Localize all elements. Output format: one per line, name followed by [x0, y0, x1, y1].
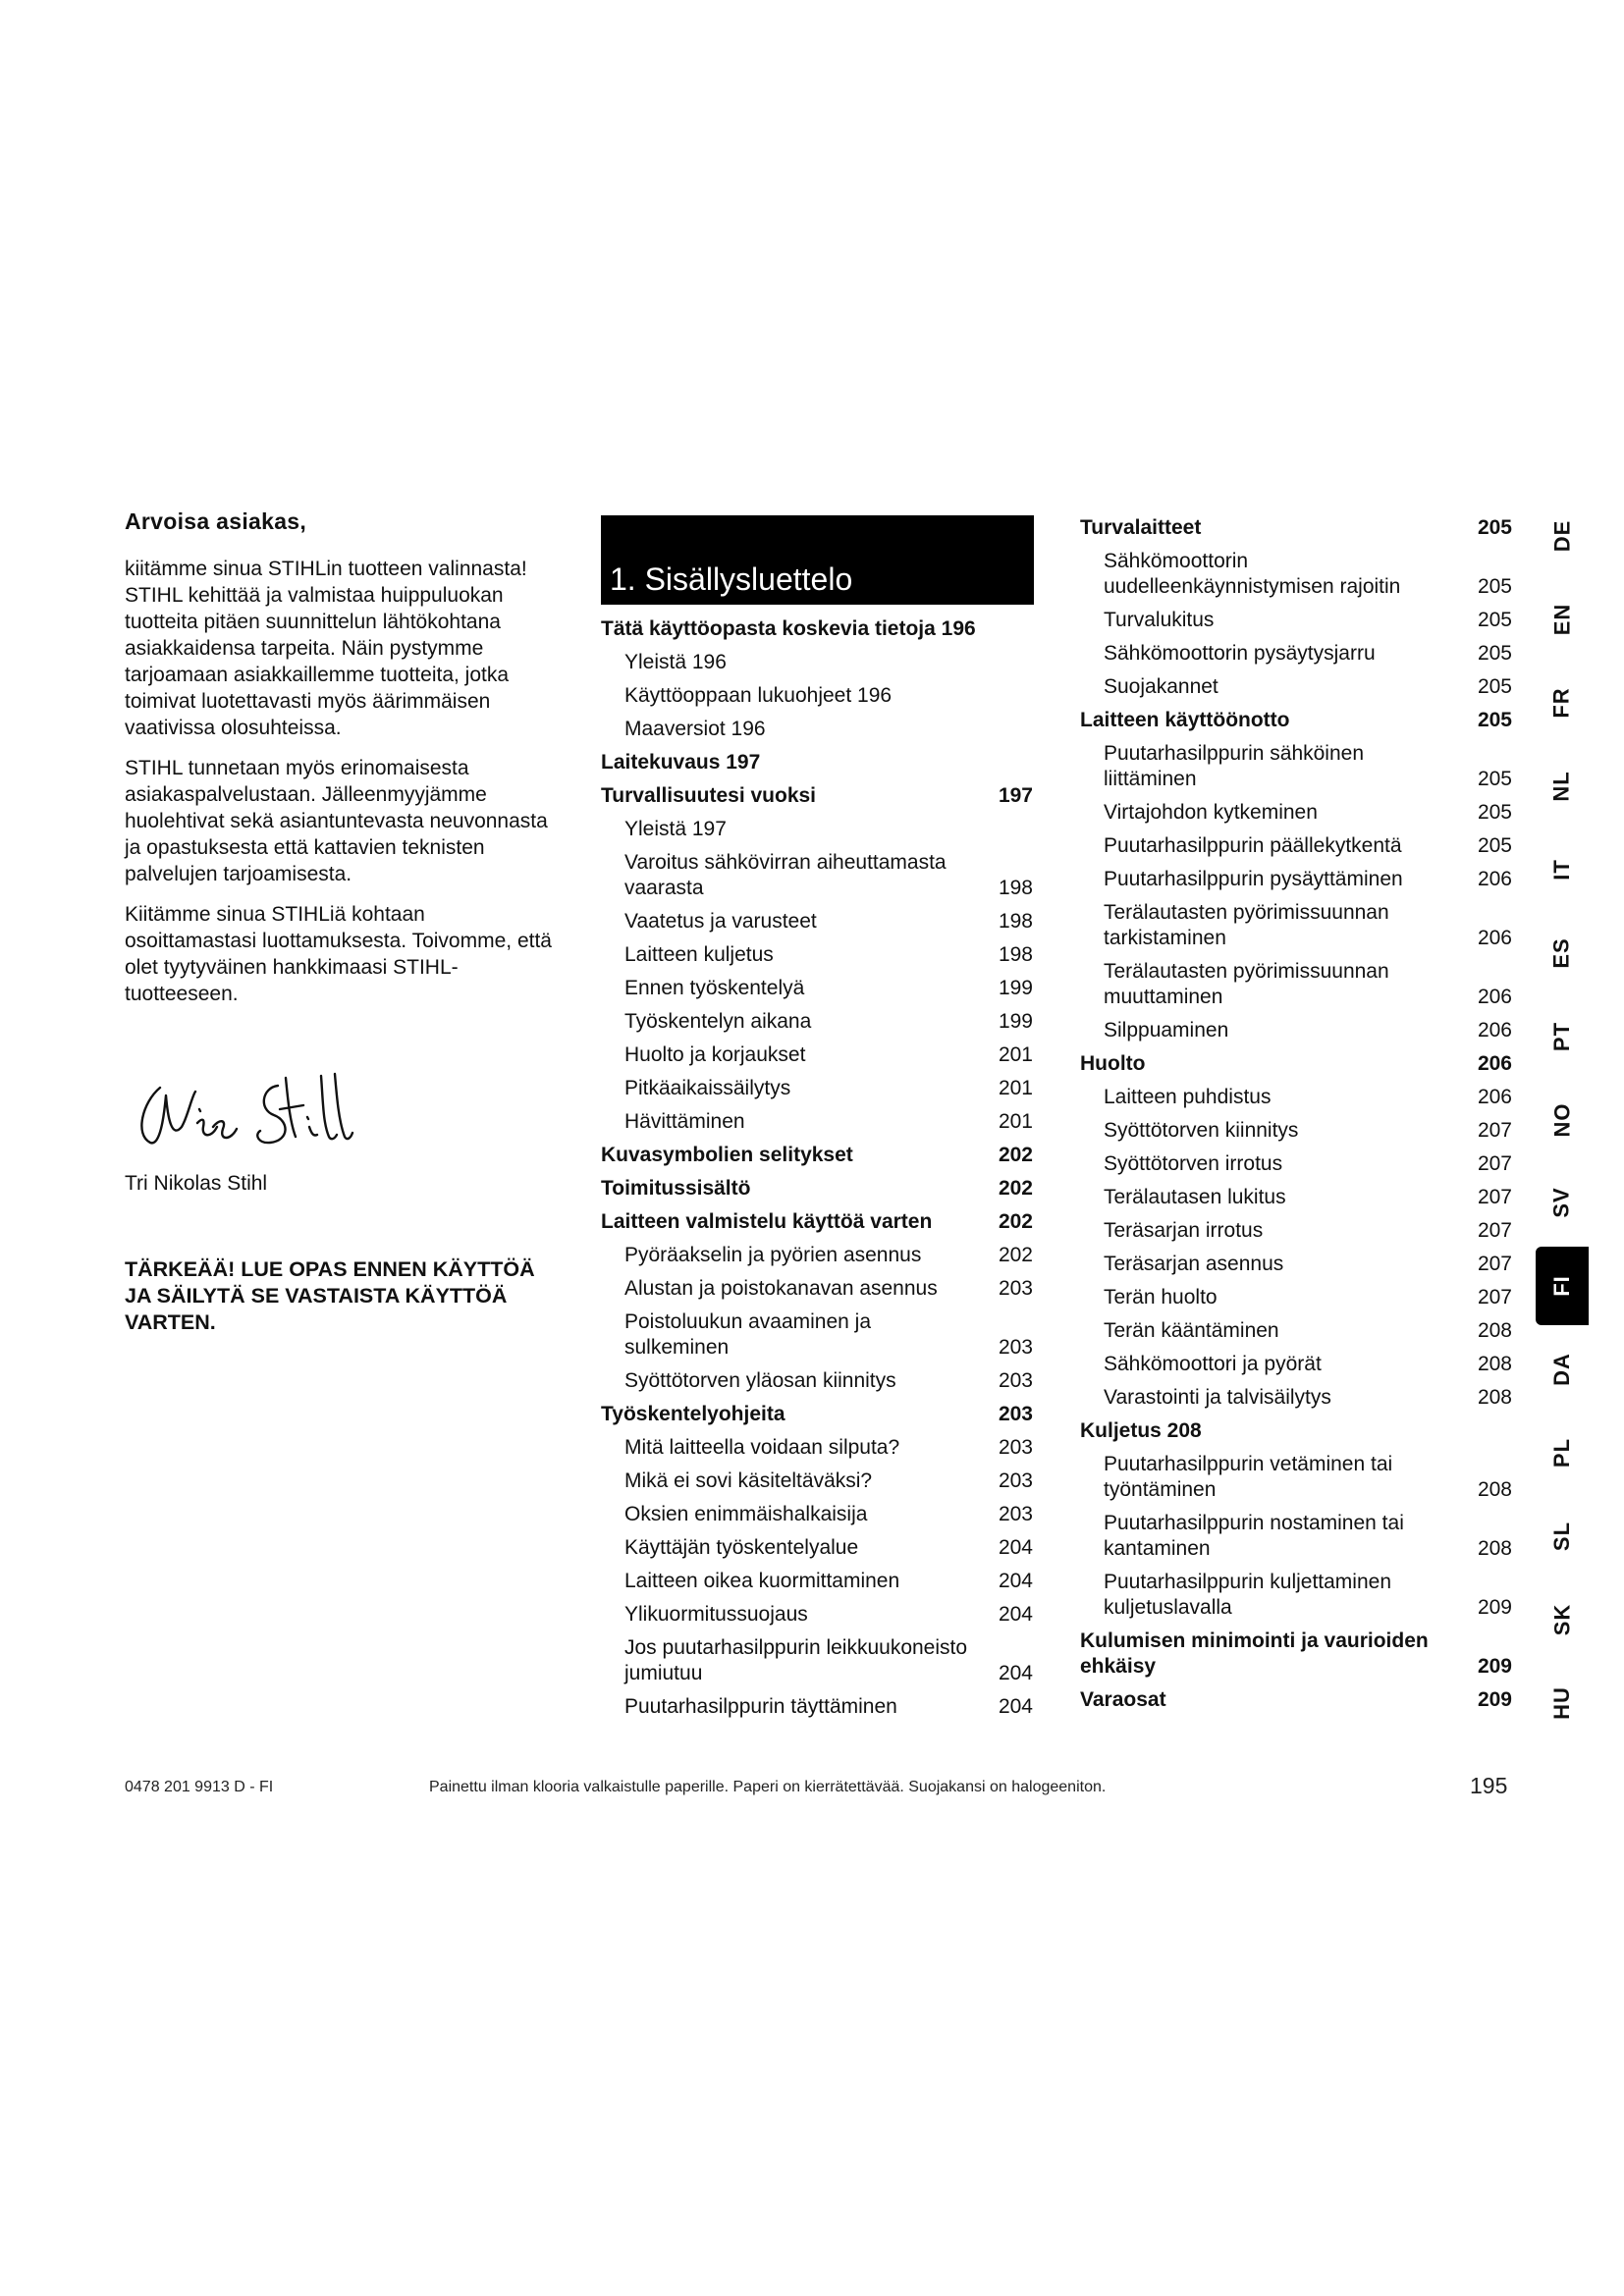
language-tab-label: HU — [1549, 1686, 1574, 1720]
language-tab-es[interactable] — [1536, 926, 1589, 981]
toc-entry-page: 207 — [1477, 1152, 1512, 1175]
toc-entry-page: 208 — [1477, 1353, 1512, 1375]
toc-entry-title: Ylikuormitussuojaus — [624, 1603, 808, 1626]
toc-entry-title: Turvallisuutesi vuoksi — [601, 784, 817, 807]
language-tab-pt[interactable] — [1536, 1009, 1589, 1064]
toc-entry-title: Varastointi ja talvisäilytys — [1104, 1386, 1331, 1409]
language-tab-label: SV — [1548, 1187, 1574, 1219]
handwritten-signature — [121, 1058, 356, 1156]
toc-entry-title: Puutarhasilppurin kuljettaminen kuljetuslavalla — [1104, 1571, 1392, 1619]
toc-subsection-entry[interactable] — [601, 1276, 1033, 1302]
toc-entry-title: Syöttötorven irrotus — [1104, 1152, 1283, 1175]
language-tab-fi[interactable] — [1536, 1247, 1589, 1325]
language-tab-sl[interactable] — [1536, 1509, 1589, 1564]
toc-entry-page: 204 — [998, 1695, 1033, 1718]
toc-entry-page: 208 — [1477, 1478, 1512, 1501]
toc-entry-page: 205 — [1477, 675, 1512, 698]
toc-entry-title: Sähkömoottorin uudelleenkäynnistymisen rajoitin — [1104, 550, 1401, 598]
toc-entry-title: Syöttötorven yläosan kiinnitys — [624, 1369, 896, 1392]
toc-section-entry[interactable] — [1080, 1629, 1512, 1680]
toc-entry-title: Pyöräakselin ja pyörien asennus — [624, 1244, 922, 1266]
toc-section-entry[interactable] — [601, 1143, 1033, 1168]
toc-entry-page: 203 — [998, 1469, 1033, 1492]
toc-entry-page: 204 — [998, 1570, 1033, 1592]
language-tab-sk[interactable] — [1536, 1592, 1589, 1647]
toc-entry-title: Teräsarjan asennus — [1104, 1253, 1284, 1275]
toc-entry-page: 199 — [998, 1010, 1033, 1033]
toc-subsection-entry[interactable] — [1080, 1385, 1512, 1411]
toc-subsection-entry[interactable] — [1080, 900, 1512, 951]
toc-entry-title: Turvalaitteet — [1080, 516, 1202, 539]
toc-entry-title: Yleistä 196 — [624, 651, 727, 673]
toc-subsection-entry[interactable] — [601, 1502, 1033, 1527]
page-number: 195 — [1470, 1773, 1508, 1798]
language-tab-label: SK — [1549, 1603, 1574, 1636]
toc-subsection-entry[interactable] — [1080, 1118, 1512, 1144]
toc-entry-page: 202 — [998, 1210, 1033, 1233]
toc-entry-title: Puutarhasilppurin nostaminen tai kantaminen — [1104, 1512, 1404, 1560]
toc-entry-title: Hävittäminen — [624, 1110, 745, 1133]
toc-entry-page: 206 — [1477, 1052, 1512, 1075]
language-tab-da[interactable] — [1536, 1342, 1589, 1397]
toc-entry-title: Silppuaminen — [1104, 1019, 1229, 1041]
toc-entry-page: 207 — [1477, 1286, 1512, 1308]
toc-subsection-entry[interactable] — [601, 942, 1033, 968]
toc-entry-title: Jos puutarhasilppurin leikkuukoneisto jumiutuu — [624, 1636, 968, 1684]
toc-entry-page: 208 — [1477, 1319, 1512, 1342]
toc-subsection-entry[interactable] — [601, 683, 1033, 709]
toc-entry-page: 202 — [998, 1177, 1033, 1200]
signer-name: Tri Nikolas Stihl — [125, 1172, 268, 1195]
toc-entry-title: Terälautasten pyörimissuunnan muuttaminen — [1104, 960, 1389, 1008]
language-tab-label: EN — [1549, 603, 1574, 636]
toc-subsection-entry[interactable] — [601, 1368, 1033, 1394]
toc-subsection-entry[interactable] — [1080, 608, 1512, 633]
toc-subsection-entry[interactable] — [1080, 1218, 1512, 1244]
toc-entry-page: 205 — [1477, 801, 1512, 824]
toc-entry-page: 197 — [998, 784, 1033, 807]
toc-subsection-entry[interactable] — [1080, 1185, 1512, 1210]
toc-section-entry[interactable] — [601, 1176, 1033, 1201]
language-tab-label: SL — [1549, 1522, 1574, 1552]
language-tab-sv[interactable] — [1536, 1175, 1589, 1230]
toc-subsection-entry[interactable] — [1080, 1085, 1512, 1110]
toc-entry-title: Puutarhasilppurin päällekytkentä — [1104, 834, 1402, 857]
toc-subsection-entry[interactable] — [601, 1435, 1033, 1461]
toc-entry-page: 203 — [998, 1403, 1033, 1425]
toc-entry-title: Poistoluukun avaaminen ja sulkeminen — [624, 1310, 871, 1359]
toc-entry-page: 198 — [998, 910, 1033, 933]
toc-subsection-entry[interactable] — [601, 1602, 1033, 1628]
toc-entry-title: Turvalukitus — [1104, 609, 1215, 631]
toc-entry-title: Terän kääntäminen — [1104, 1319, 1279, 1342]
toc-subsection-entry[interactable] — [601, 1569, 1033, 1594]
language-tab-label: FR — [1548, 687, 1574, 719]
toc-entry-page: 209 — [1477, 1688, 1512, 1711]
toc-section-entry[interactable] — [1080, 1051, 1512, 1077]
toc-entry-page: 208 — [1477, 1386, 1512, 1409]
toc-section-entry[interactable] — [601, 616, 1033, 642]
toc-entry-title: Vaatetus ja varusteet — [624, 910, 817, 933]
toc-entry-page: 205 — [1477, 834, 1512, 857]
toc-entry-title: Kulumisen minimointi ja vaurioiden ehkäisy — [1080, 1629, 1429, 1678]
toc-section-entry[interactable] — [601, 750, 1033, 775]
language-tab-label: PT — [1549, 1021, 1574, 1051]
language-tab-hu[interactable] — [1536, 1676, 1589, 1731]
toc-entry-page: 209 — [1477, 1655, 1512, 1678]
toc-subsection-entry[interactable] — [601, 1042, 1033, 1068]
toc-entry-title: Mitä laitteella voidaan silputa? — [624, 1436, 900, 1459]
toc-subsection-entry[interactable] — [601, 717, 1033, 742]
toc-entry-title: Laitteen oikea kuormittaminen — [624, 1570, 900, 1592]
toc-subsection-entry[interactable] — [1080, 741, 1512, 792]
toc-entry-page: 205 — [1477, 642, 1512, 665]
toc-subsection-entry[interactable] — [601, 1243, 1033, 1268]
language-tab-no[interactable] — [1536, 1093, 1589, 1148]
toc-entry-title: Teräsarjan irrotus — [1104, 1219, 1264, 1242]
toc-subsection-entry[interactable] — [1080, 641, 1512, 667]
toc-entry-page: 207 — [1477, 1186, 1512, 1208]
toc-subsection-entry[interactable] — [1080, 549, 1512, 600]
toc-subsection-entry[interactable] — [1080, 1352, 1512, 1377]
toc-title: 1. Sisällysluettelo — [601, 515, 1034, 605]
toc-entry-title: Terälautasen lukitus — [1104, 1186, 1286, 1208]
toc-column-middle — [601, 616, 1033, 1728]
toc-entry-title: Sähkömoottori ja pyörät — [1104, 1353, 1322, 1375]
letter-paragraph: STIHL tunnetaan myös erinomaisesta asiakaspalvelustaan. Jälleenmyyjämme huolehtivat sekä asiantuntevasta neuvonnasta ja opastuksesta että kattavien teknisten palvelujen tarjoamisesta. — [125, 757, 548, 885]
toc-subsection-entry[interactable] — [1080, 1511, 1512, 1562]
toc-subsection-entry[interactable] — [601, 1535, 1033, 1561]
toc-subsection-entry[interactable] — [1080, 1285, 1512, 1310]
toc-subsection-entry[interactable] — [1080, 1252, 1512, 1277]
toc-entry-page: 205 — [1477, 516, 1512, 539]
toc-entry-title: Puutarhasilppurin vetäminen tai työntäminen — [1104, 1453, 1393, 1501]
language-tab-nl[interactable] — [1536, 759, 1589, 814]
toc-subsection-entry[interactable] — [1080, 1018, 1512, 1043]
toc-subsection-entry[interactable] — [1080, 800, 1512, 826]
toc-subsection-entry[interactable] — [601, 817, 1033, 842]
toc-subsection-entry[interactable] — [601, 976, 1033, 1001]
toc-subsection-entry[interactable] — [1080, 833, 1512, 859]
toc-entry-title: Tätä käyttöopasta koskevia tietoja 196 — [601, 617, 976, 640]
toc-entry-title: Ennen työskentelyä — [624, 977, 805, 999]
toc-entry-title: Virtajohdon kytkeminen — [1104, 801, 1318, 824]
toc-entry-title: Puutarhasilppurin täyttäminen — [624, 1695, 897, 1718]
toc-entry-page: 201 — [998, 1043, 1033, 1066]
toc-entry-title: Laitteen puhdistus — [1104, 1086, 1272, 1108]
toc-entry-title: Alustan ja poistokanavan asennus — [624, 1277, 938, 1300]
toc-section-entry[interactable] — [1080, 1687, 1512, 1713]
toc-entry-page: 204 — [998, 1603, 1033, 1626]
toc-entry-page: 206 — [1477, 986, 1512, 1008]
important-notice: TÄRKEÄÄ! LUE OPAS ENNEN KÄYTTÖÄ JA SÄILYTÄ SE VASTAISTA KÄYTTÖÄ VARTEN. — [125, 1257, 535, 1334]
language-tab-de[interactable] — [1536, 508, 1589, 563]
toc-entry-page: 206 — [1477, 927, 1512, 949]
toc-subsection-entry[interactable] — [1080, 1318, 1512, 1344]
toc-entry-page: 203 — [998, 1369, 1033, 1392]
toc-entry-page: 205 — [1477, 768, 1512, 790]
toc-entry-page: 204 — [998, 1662, 1033, 1684]
toc-entry-page: 203 — [998, 1277, 1033, 1300]
toc-entry-title: Terälautasten pyörimissuunnan tarkistaminen — [1104, 901, 1389, 949]
letter-greeting: Arvoisa asiakas, — [125, 508, 307, 534]
paper-note: Painettu ilman klooria valkaistulle paperille. Paperi on kierrätettävää. Suojakansi on halogeeniton. — [429, 1779, 1107, 1795]
toc-subsection-entry[interactable] — [601, 1109, 1033, 1135]
toc-entry-title: Kuljetus 208 — [1080, 1419, 1202, 1442]
toc-entry-page: 208 — [1477, 1537, 1512, 1560]
toc-entry-page: 206 — [1477, 1019, 1512, 1041]
toc-entry-title: Syöttötorven kiinnitys — [1104, 1119, 1299, 1142]
toc-subsection-entry[interactable] — [1080, 1151, 1512, 1177]
toc-entry-title: Oksien enimmäishalkaisija — [624, 1503, 868, 1525]
toc-entry-title: Laitteen valmistelu käyttöä varten — [601, 1210, 933, 1233]
toc-subsection-entry[interactable] — [601, 1694, 1033, 1720]
toc-entry-title: Pitkäaikaissäilytys — [624, 1077, 791, 1099]
toc-subsection-entry[interactable] — [1080, 1452, 1512, 1503]
toc-entry-title: Huolto — [1080, 1052, 1146, 1075]
toc-entry-title: Suojakannet — [1104, 675, 1218, 698]
language-tab-strip — [1536, 508, 1589, 1759]
language-tab-label: DA — [1549, 1353, 1574, 1387]
language-tab-label: DE — [1549, 519, 1574, 553]
toc-subsection-entry[interactable] — [601, 650, 1033, 675]
toc-entry-page: 198 — [998, 877, 1033, 899]
language-tab-label: FI — [1549, 1275, 1574, 1298]
toc-subsection-entry[interactable] — [601, 1309, 1033, 1361]
language-tab-pl[interactable] — [1536, 1425, 1589, 1480]
toc-entry-page: 198 — [998, 943, 1033, 966]
toc-entry-page: 207 — [1477, 1253, 1512, 1275]
toc-entry-page: 205 — [1477, 709, 1512, 731]
toc-entry-title: Varoitus sähkövirran aiheuttamasta vaarasta — [624, 851, 947, 899]
toc-entry-page: 209 — [1477, 1596, 1512, 1619]
toc-subsection-entry[interactable] — [1080, 1570, 1512, 1621]
toc-entry-title: Laitteen kuljetus — [624, 943, 774, 966]
toc-subsection-entry[interactable] — [1080, 674, 1512, 700]
toc-entry-title: Maaversiot 196 — [624, 718, 766, 740]
toc-entry-title: Työskentelyohjeita — [601, 1403, 785, 1425]
document-code: 0478 201 9913 D - FI — [125, 1779, 274, 1795]
toc-subsection-entry[interactable] — [601, 909, 1033, 934]
toc-subsection-entry[interactable] — [1080, 959, 1512, 1010]
toc-entry-page: 205 — [1477, 575, 1512, 598]
toc-section-entry[interactable] — [1080, 708, 1512, 733]
toc-entry-title: Käyttöoppaan lukuohjeet 196 — [624, 684, 893, 707]
toc-entry-page: 206 — [1477, 868, 1512, 890]
toc-entry-title: Toimitussisältö — [601, 1177, 751, 1200]
language-tab-label: PL — [1549, 1438, 1574, 1468]
toc-entry-title: Varaosat — [1080, 1688, 1166, 1711]
language-tab-label: ES — [1548, 936, 1574, 969]
language-tab-en[interactable] — [1536, 592, 1589, 647]
toc-entry-page: 201 — [998, 1110, 1033, 1133]
toc-entry-title: Yleistä 197 — [624, 818, 727, 840]
toc-entry-title: Mikä ei sovi käsiteltäväksi? — [624, 1469, 873, 1492]
toc-column-right — [1080, 515, 1512, 1721]
toc-entry-title: Puutarhasilppurin pysäyttäminen — [1104, 868, 1403, 890]
welcome-letter — [125, 508, 557, 1336]
toc-subsection-entry[interactable] — [601, 1635, 1033, 1686]
toc-entry-title: Laitteen käyttöönotto — [1080, 709, 1290, 731]
toc-entry-page: 202 — [998, 1244, 1033, 1266]
toc-entry-title: Sähkömoottorin pysäytysjarru — [1104, 642, 1376, 665]
toc-entry-title: Kuvasymbolien selitykset — [601, 1144, 853, 1166]
toc-entry-title: Terän huolto — [1104, 1286, 1218, 1308]
toc-subsection-entry[interactable] — [601, 1009, 1033, 1035]
toc-entry-title: Työskentelyn aikana — [624, 1010, 812, 1033]
toc-section-entry[interactable] — [601, 1209, 1033, 1235]
toc-entry-title: Käyttäjän työskentelyalue — [624, 1536, 859, 1559]
toc-section-entry[interactable] — [1080, 515, 1512, 541]
toc-subsection-entry[interactable] — [601, 1468, 1033, 1494]
language-tab-label: IT — [1549, 858, 1574, 881]
letter-paragraph: Kiitämme sinua STIHLiä kohtaan osoittamastasi luottamuksesta. Toivomme, että olet tyytyväinen hankkimaasi STIHL-tuotteeseen. — [125, 903, 552, 1005]
toc-section-entry[interactable] — [601, 783, 1033, 809]
toc-entry-page: 206 — [1477, 1086, 1512, 1108]
toc-entry-page: 202 — [998, 1144, 1033, 1166]
toc-subsection-entry[interactable] — [601, 1076, 1033, 1101]
toc-entry-title: Puutarhasilppurin sähköinen liittäminen — [1104, 742, 1365, 790]
toc-entry-page: 207 — [1477, 1219, 1512, 1242]
language-tab-fr[interactable] — [1536, 675, 1589, 730]
language-tab-label: NO — [1549, 1102, 1574, 1138]
toc-section-entry[interactable] — [1080, 1418, 1512, 1444]
toc-subsection-entry[interactable] — [601, 850, 1033, 901]
letter-paragraph: kiitämme sinua STIHLin tuotteen valinnasta! STIHL kehittää ja valmistaa huippuluokan tuotteita pitäen suunnittelun lähtökohtana asiakkaidensa tarpeita. Näin pystymme tarjoamaan asiakkaillemme tuotteita, jotka toimivat luotettavasti myös äärimmäisen vaativissa olosuhteissa. — [125, 558, 527, 739]
toc-entry-page: 203 — [998, 1503, 1033, 1525]
toc-entry-page: 203 — [998, 1336, 1033, 1359]
toc-entry-title: Laitekuvaus 197 — [601, 751, 761, 774]
toc-entry-page: 207 — [1477, 1119, 1512, 1142]
toc-entry-page: 201 — [998, 1077, 1033, 1099]
toc-entry-page: 205 — [1477, 609, 1512, 631]
language-tab-it[interactable] — [1536, 842, 1589, 897]
toc-entry-page: 199 — [998, 977, 1033, 999]
toc-section-entry[interactable] — [601, 1402, 1033, 1427]
toc-entry-page: 203 — [998, 1436, 1033, 1459]
toc-subsection-entry[interactable] — [1080, 867, 1512, 892]
toc-entry-title: Huolto ja korjaukset — [624, 1043, 806, 1066]
language-tab-label: NL — [1548, 771, 1574, 802]
toc-entry-page: 204 — [998, 1536, 1033, 1559]
